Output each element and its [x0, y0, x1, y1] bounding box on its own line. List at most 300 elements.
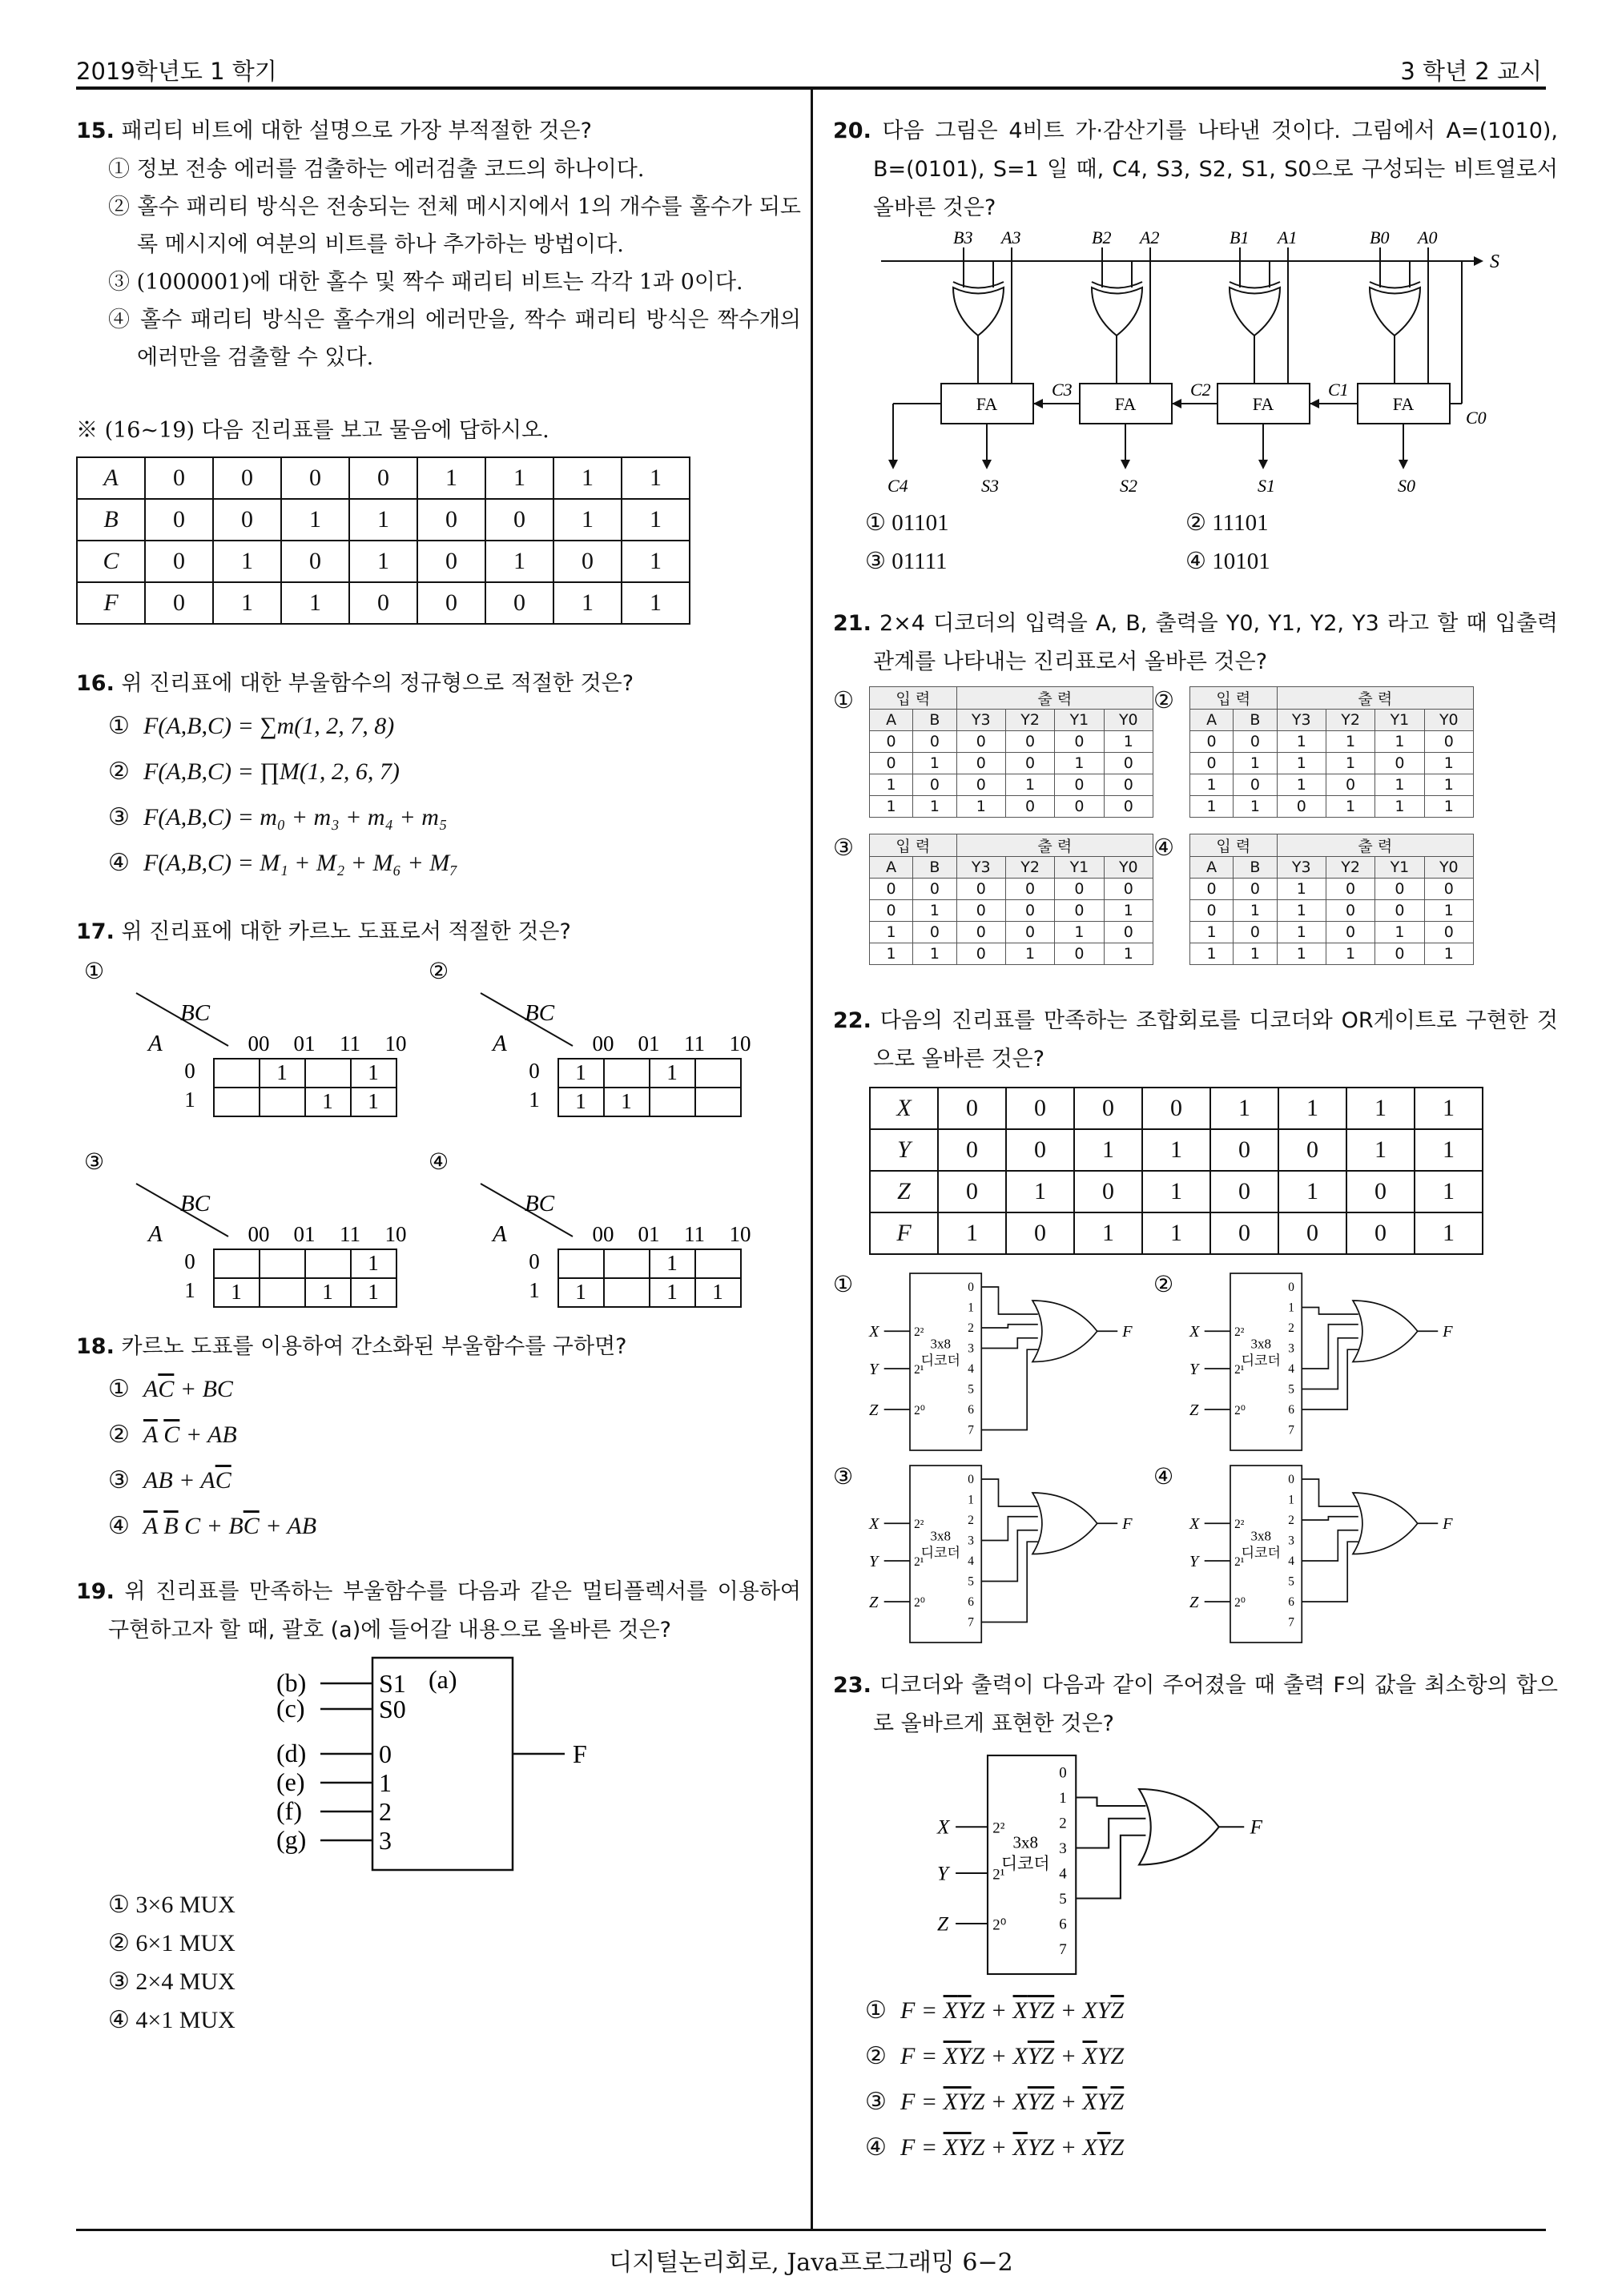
kmap-cell	[305, 1249, 351, 1278]
decoder-output-pin: 4	[968, 1362, 974, 1377]
decoder-table-cell: 1	[1104, 900, 1153, 922]
q22-option-3[interactable]	[833, 1462, 1153, 1646]
tt2-cell: 0	[1006, 1212, 1074, 1254]
decoder-connection	[1302, 1542, 1358, 1602]
q23-decoder-diagram	[833, 1743, 1558, 1984]
decoder-input-label: Y	[1189, 1552, 1199, 1570]
tt1-cell: 1	[553, 582, 622, 624]
c4-label: C4	[887, 476, 908, 496]
tt2-cell: 1	[1210, 1088, 1278, 1129]
kmap-cell-value: 1	[368, 1251, 379, 1275]
sum-label: S1	[1258, 476, 1275, 496]
q22-stem: 22. 다음의 진리표를 만족하는 조합회로를 디코더와 OR게이트로 구현한 것으로 올바른 것은?	[833, 1008, 1558, 1072]
tt1-cell: 0	[145, 582, 213, 624]
decoder-table-cell: 1	[1326, 796, 1374, 818]
q18-stem: 18. 카르노 도표를 이용하여 간소화된 부울함수를 구하면?	[76, 1334, 627, 1359]
q21-mark: ③	[833, 834, 854, 861]
tt1-cell: 0	[213, 457, 281, 499]
kmap-cell	[214, 1249, 260, 1278]
decoder-name: 3x8	[930, 1336, 951, 1352]
tt2-var: Z	[870, 1171, 938, 1212]
kmap-cell	[558, 1249, 604, 1278]
decoder-table-cell: 0	[870, 753, 913, 774]
decoder-table-cell: 1	[1277, 879, 1326, 900]
decoder-pin: 2⁰	[914, 1595, 925, 1610]
tt1-var: F	[77, 582, 145, 624]
truth-table-abc	[76, 456, 690, 625]
decoder-table-cell: 0	[1424, 731, 1473, 753]
sum-label: S3	[981, 476, 999, 496]
decoder-output-pin: 2	[1288, 1514, 1294, 1528]
kmap-option-3[interactable]	[76, 1142, 421, 1326]
decoder-table-cell: 0	[870, 879, 913, 900]
decoder-table-cell: 1	[1375, 731, 1424, 753]
decoder-table-cell: 1	[1277, 753, 1326, 774]
kmap-cell-value: 1	[231, 1280, 242, 1304]
or-output-f: F	[1250, 1816, 1262, 1839]
q20-option-1[interactable]: ① 01101	[865, 510, 949, 536]
q22-mark: ③	[833, 1465, 854, 1490]
tt2-cell: 1	[1142, 1129, 1210, 1171]
kmap-cell-value: 1	[368, 1280, 379, 1304]
a-input-label: A2	[1140, 227, 1160, 247]
xor-gate	[1370, 288, 1420, 336]
kmap-col-label: 10	[729, 1222, 751, 1246]
kmap-a: A	[493, 1221, 507, 1247]
tt2-cell: 1	[1415, 1171, 1483, 1212]
mux-input-label: (f)	[276, 1796, 302, 1825]
decoder-connection	[981, 1287, 1038, 1314]
decoder-output-pin: 5	[1288, 1574, 1294, 1589]
kmap-cell	[695, 1249, 741, 1278]
decoder-pin: 2¹	[992, 1866, 1005, 1884]
tt1-var: C	[77, 541, 145, 582]
decoder-output-pin: 4	[968, 1554, 974, 1569]
kmap-cell	[214, 1059, 260, 1088]
q20-option-3[interactable]: ③ 01111	[865, 549, 948, 574]
q16-option-4[interactable]: ④ F(A,B,C) = M₁ + M₂ + M₆ + M₇	[108, 850, 458, 876]
decoder-pin: 2²	[1234, 1518, 1245, 1532]
decoder-output-pin: 3	[968, 1341, 974, 1356]
kmap-row-label: 1	[529, 1278, 540, 1302]
decoder-table-cell: 0	[956, 922, 1005, 943]
tt1-cell: 1	[553, 499, 622, 541]
tt2-cell: 1	[1278, 1171, 1346, 1212]
decoder-output-pin: 1	[968, 1301, 974, 1315]
decoder-table-cell: 0	[1055, 879, 1104, 900]
decoder-output-pin: 4	[1288, 1362, 1294, 1377]
kmap-option-2[interactable]	[421, 951, 765, 1136]
tt1-cell: 0	[145, 499, 213, 541]
tt2-cell: 0	[1074, 1088, 1142, 1129]
tt2-cell: 1	[1074, 1212, 1142, 1254]
decoder-table-cell: 0	[1104, 753, 1153, 774]
decoder-table-cell: 0	[1326, 922, 1374, 943]
q23-option-3[interactable]: ③ $F = \overline{XY}Z + X\overline{YZ} + \overline{X}Y\overline{Z}$	[865, 2089, 1125, 2115]
tt2-cell: 1	[1346, 1129, 1415, 1171]
decoder-table-cell: 1	[1234, 753, 1277, 774]
q21-mark: ④	[1153, 834, 1174, 861]
kmap-cell	[260, 1278, 305, 1307]
kmap-col-label: 01	[638, 1222, 660, 1246]
decoder-table-cell: 0	[956, 753, 1005, 774]
decoder-table-cell: 1	[1424, 943, 1473, 965]
tt1-cell: 1	[349, 499, 417, 541]
decoder-table-cell: 0	[1424, 879, 1473, 900]
q21-option-4[interactable]	[1153, 834, 1474, 965]
tt1-cell: 1	[213, 582, 281, 624]
tt2-cell: 1	[1074, 1129, 1142, 1171]
q23-option-1[interactable]: ① $F = \overline{X}\overline{Y}Z + \overline{X}\overline{YZ} + XY\overline{Z}$	[865, 1997, 1125, 2024]
kmap-bc: BC	[180, 1191, 211, 1216]
page-header	[76, 46, 1542, 86]
kmap-cell	[214, 1088, 260, 1116]
q20-adder-subtractor	[833, 227, 1558, 500]
decoder-input-label: Z	[869, 1401, 879, 1419]
tt2-cell: 1	[938, 1212, 1006, 1254]
decoder-table-cell: 0	[1234, 774, 1277, 796]
tt2-row	[870, 1129, 1483, 1171]
q21-stem: 21. 2×4 디코더의 입력을 A, B, 출력을 Y0, Y1, Y2, Y3 라고 할 때 입출력 관계를 나타내는 진리표로서 올바른 것은?	[833, 611, 1558, 674]
decoder-table-cell: 0	[1005, 879, 1054, 900]
decoder-connection	[981, 1338, 1038, 1349]
q22-options	[833, 1269, 1558, 1646]
decoder-table-cell: 0	[1055, 900, 1104, 922]
decoder-table-cell: 1	[1005, 943, 1054, 965]
decoder-table-cell: 0	[1234, 879, 1277, 900]
mux-input-label: (g)	[276, 1825, 307, 1854]
q20-option-2[interactable]: ② 11101	[1185, 510, 1269, 536]
right-column	[833, 112, 1558, 2170]
mux-label-a: (a)	[429, 1665, 457, 1694]
q19-option-2[interactable]: ② 6×1 MUX	[108, 1930, 235, 1956]
decoder-table-cell: 0	[1055, 796, 1104, 818]
tt1-cell: 1	[485, 457, 553, 499]
decoder-input-label: Y	[1189, 1360, 1199, 1378]
q17-stem: 17. 위 진리표에 대한 카르노 도표로서 적절한 것은?	[76, 919, 571, 944]
tt2-cell: 0	[1278, 1129, 1346, 1171]
kmap-col-label: 01	[293, 1031, 316, 1056]
decoder-truth-table: 입 력 출 력 A B Y3 Y2 Y1 Y0 0 0 0 0 0 1 0 1 0 0 1 0 1 0 0 1 0 0 1 1 1 0 0 0	[869, 686, 1153, 818]
decoder-table-cell: 0	[1234, 731, 1277, 753]
q16-option-2[interactable]: ② F(A,B,C) = ∏M(1, 2, 6, 7)	[108, 758, 400, 785]
kmap-cell-value: 1	[368, 1089, 379, 1113]
decoder-connection	[1076, 1798, 1145, 1807]
decoder-truth-table: 입 력 출 력 A B Y3 Y2 Y1 Y0 0 0 1 0 0 0 0 1 1 0 0 1 1 0 1 0 1 0 1 1 1 1 0 1	[1189, 834, 1474, 965]
decoder-table-cell: 1	[1277, 774, 1326, 796]
tt2-var: X	[870, 1088, 938, 1129]
kmap-cell-value: 1	[575, 1089, 586, 1113]
q18-option-3[interactable]: ③ AB + $A\overline{C}$	[108, 1467, 231, 1494]
q21-option-3[interactable]	[833, 834, 1153, 965]
tt2-cell: 1	[1006, 1171, 1074, 1212]
tt2-cell: 0	[1074, 1171, 1142, 1212]
decoder-table-cell: 1	[1190, 943, 1234, 965]
decoder-connection	[981, 1325, 1038, 1328]
q19-option-1[interactable]: ① 3×6 MUX	[108, 1892, 235, 1918]
tt1-cell: 0	[145, 457, 213, 499]
decoder-table-cell: 1	[1424, 796, 1473, 818]
tt1-cell: 0	[485, 582, 553, 624]
decoder-output-pin: 0	[968, 1281, 974, 1295]
decoder-connection	[1302, 1349, 1358, 1409]
kmap-cell-value: 1	[276, 1060, 288, 1084]
tt1-var: A	[77, 457, 145, 499]
q15-stem: 15. 패리티 비트에 대한 설명으로 가장 부적절한 것은?	[76, 119, 592, 143]
q18-option-1[interactable]: ① $A\overline{C}$ + BC	[108, 1376, 233, 1402]
q22-mark: ④	[1153, 1465, 1174, 1490]
mux-pins	[276, 1668, 406, 1855]
q21-option-1[interactable]	[833, 686, 1153, 818]
xor-gate	[1092, 288, 1142, 336]
tt1-row	[77, 582, 690, 624]
decoder-output-pin: 7	[1288, 1423, 1294, 1438]
kmap-cell-value: 1	[322, 1089, 333, 1113]
decoder-table-cell: 1	[1277, 900, 1326, 922]
decoder-name: 3x8	[1250, 1528, 1271, 1544]
decoder-table-cell: 0	[1005, 796, 1054, 818]
decoder-connection	[1302, 1325, 1358, 1369]
decoder-table-cell: 0	[1005, 922, 1054, 943]
decoder-table-cell: 0	[1104, 774, 1153, 796]
q21-mark: ②	[1153, 686, 1174, 714]
q16-19-note: ※ (16~19) 다음 진리표를 보고 물음에 답하시오.	[76, 418, 549, 443]
q18-option-2[interactable]: ② $\overline{A}$ $\overline{C}$ + AB	[108, 1421, 237, 1448]
kmap-cell	[695, 1059, 741, 1088]
tt1-cell: 1	[485, 541, 553, 582]
decoder-input-label: Z	[937, 1913, 949, 1936]
tt1-cell: 0	[349, 582, 417, 624]
a-input-label: A1	[1278, 227, 1298, 247]
decoder-name-ko: 디코더	[920, 1353, 960, 1369]
decoder-table-cell: 1	[870, 943, 913, 965]
mux-output-f: F	[573, 1739, 587, 1768]
decoder-output-pin: 3	[1059, 1840, 1067, 1857]
kmap-bc: BC	[180, 1000, 211, 1026]
q21-option-2[interactable]	[1153, 686, 1474, 818]
q15-text: 패리티 비트에 대한 설명으로 가장 부적절한 것은?	[121, 119, 592, 143]
decoder-input-label: Z	[1189, 1401, 1199, 1419]
decoder-table-cell: 0	[1190, 731, 1234, 753]
tt2-cell: 1	[1142, 1171, 1210, 1212]
decoder-output-pin: 3	[968, 1534, 974, 1548]
carry-label: C3	[1052, 380, 1073, 400]
decoder-table-cell: 1	[913, 900, 956, 922]
tt1-cell: 1	[622, 582, 690, 624]
b-input-label: B2	[1092, 227, 1112, 247]
fa-label: FA	[1252, 394, 1274, 414]
tt1-row	[77, 457, 690, 499]
kmap-col-label: 00	[248, 1031, 270, 1056]
b-input-label: B3	[953, 227, 973, 247]
tt1-cell: 1	[622, 499, 690, 541]
q19-option-3[interactable]: ③ 2×4 MUX	[108, 1968, 235, 1995]
decoder-table-cell: 0	[956, 900, 1005, 922]
kmap-bc: BC	[525, 1191, 555, 1216]
decoder-table-cell: 0	[1104, 796, 1153, 818]
q15-option-4[interactable]: ④ 홀수 패리티 방식은 홀수개의 에러만을, 짝수 패리티 방식은 짝수개의 에러만을 검출할 수 있다.	[108, 308, 801, 370]
kmap-row-label: 0	[529, 1249, 540, 1273]
q23-option-4[interactable]: ④ $F = \overline{XY}Z + \overline{X}YZ + X\overline{Y}Z$	[865, 2134, 1125, 2161]
decoder-table-cell: 1	[913, 943, 956, 965]
decoder-input-label: Y	[869, 1360, 879, 1378]
left-column	[76, 112, 801, 2040]
kmap-mark: ①	[84, 959, 105, 984]
q15-option-3[interactable]: ③ (1000001)에 대한 홀수 및 짝수 패리티 비트는 각각 1과 0이다.	[108, 270, 743, 295]
decoder-output-pin: 5	[968, 1574, 974, 1589]
q22-option-4[interactable]	[1153, 1462, 1474, 1646]
tt2-cell: 0	[938, 1088, 1006, 1129]
tt2-cell: 1	[1415, 1212, 1483, 1254]
decoder-output-pin: 6	[1288, 1403, 1294, 1417]
tt2-cell: 0	[1346, 1171, 1415, 1212]
decoder-table-cell: 0	[1005, 900, 1054, 922]
decoder-table-cell: 1	[1277, 731, 1326, 753]
carry-label: C2	[1190, 380, 1211, 400]
decoder-table-cell: 0	[1055, 731, 1104, 753]
kmap-col-label: 11	[340, 1222, 360, 1246]
tt2-cell: 0	[1210, 1171, 1278, 1212]
mux-pin-label: 2	[379, 1797, 392, 1826]
kmap-cell	[260, 1249, 305, 1278]
decoder-name: 3x8	[1250, 1336, 1271, 1352]
decoder-table-cell: 0	[1234, 922, 1277, 943]
kmap-col-label: 00	[592, 1031, 614, 1056]
kmap-bc: BC	[525, 1000, 555, 1026]
tt1-cell: 0	[417, 582, 485, 624]
decoder-table-cell: 0	[1055, 774, 1104, 796]
decoder-connection	[1076, 1819, 1145, 1848]
decoder-connection	[981, 1479, 1038, 1506]
q23-stem: 23. 디코더와 출력이 다음과 같이 주어졌을 때 출력 F의 값을 최소항의 합으로 올바르게 표현한 것은?	[833, 1673, 1558, 1736]
tt1-cell: 1	[417, 457, 485, 499]
or-output-f: F	[1122, 1515, 1133, 1534]
q19-stem: 19. 위 진리표를 만족하는 부울함수를 다음과 같은 멀티플렉서를 이용하여 구현하고자 할 때, 괄호 (a)에 들어갈 내용으로 올바른 것은?	[76, 1579, 801, 1643]
kmap-option-1[interactable]	[76, 951, 421, 1136]
decoder-table-cell: 0	[1055, 943, 1104, 965]
tt2-cell: 1	[1346, 1088, 1415, 1129]
tt1-cell: 1	[622, 541, 690, 582]
q15-option-1[interactable]: ① 정보 전송 에러를 검출하는 에러검출 코드의 하나이다.	[108, 157, 645, 182]
decoder-connection	[1302, 1308, 1358, 1315]
kmap-cell-value: 1	[368, 1060, 379, 1084]
decoder-table-cell: 0	[1375, 900, 1424, 922]
decoder-name-ko: 디코더	[1241, 1545, 1281, 1561]
decoder-output-pin: 2	[968, 1321, 974, 1336]
kmap-col-label: 11	[684, 1031, 705, 1056]
q19-option-4[interactable]: ④ 4×1 MUX	[108, 2007, 235, 2033]
decoder-pin: 2⁰	[1234, 1403, 1246, 1417]
header-grade-period: 3 학년 2 교시	[1400, 58, 1542, 85]
q23-option-2[interactable]: ② $F = \overline{XY}Z + X\overline{YZ} + \overline{X}YZ$	[865, 2043, 1125, 2069]
mux-input-label: (c)	[276, 1694, 305, 1723]
truth-table-xyz	[869, 1087, 1483, 1255]
decoder-output-pin: 6	[1288, 1595, 1294, 1610]
decoder-table-cell: 0	[1190, 879, 1234, 900]
tt1-cell: 0	[485, 499, 553, 541]
kmap-cell	[260, 1088, 305, 1116]
decoder-table-cell: 1	[1375, 774, 1424, 796]
kmap-cell-value: 1	[575, 1280, 586, 1304]
tt1-cell: 0	[417, 541, 485, 582]
decoder-table-cell: 1	[1055, 922, 1104, 943]
decoder-table-cell: 1	[1104, 731, 1153, 753]
decoder-table-cell: 1	[1055, 753, 1104, 774]
kmap-option-4[interactable]	[421, 1142, 765, 1326]
decoder-output-pin: 1	[1288, 1301, 1294, 1315]
decoder-output-pin: 2	[1288, 1321, 1294, 1336]
decoder-table-cell: 0	[1005, 731, 1054, 753]
kmap-cell-value: 1	[621, 1089, 632, 1113]
decoder-table-cell: 0	[913, 774, 956, 796]
kmap-col-label: 00	[592, 1222, 614, 1246]
decoder-table-cell: 1	[1375, 796, 1424, 818]
tt1-cell: 0	[417, 499, 485, 541]
tt2-cell: 1	[1278, 1088, 1346, 1129]
decoder-table-cell: 1	[870, 796, 913, 818]
decoder-pin: 2²	[1234, 1325, 1245, 1340]
decoder-table-cell: 1	[913, 796, 956, 818]
decoder-table-cell: 1	[1190, 796, 1234, 818]
decoder-table-cell: 1	[1277, 943, 1326, 965]
fa-label: FA	[1114, 394, 1137, 414]
kmap-cell	[604, 1278, 650, 1307]
q22-option-2[interactable]	[1153, 1269, 1474, 1454]
decoder-truth-table: 입 력 출 력 A B Y3 Y2 Y1 Y0 0 0 1 1 1 0 0 1 1 1 0 1 1 0 1 0 1 1 1 1 0 1 1 1	[1189, 686, 1474, 818]
kmap-row-label: 1	[184, 1088, 195, 1112]
q22-option-1[interactable]	[833, 1269, 1153, 1454]
q16-option-3[interactable]: ③ F(A,B,C) = m₀ + m₃ + m₄ + m₅	[108, 804, 448, 830]
decoder-connection	[981, 1349, 1038, 1429]
decoder-output-pin: 7	[968, 1615, 974, 1630]
decoder-name-ko: 디코더	[1241, 1353, 1281, 1369]
kmap-col-label: 11	[340, 1031, 360, 1056]
decoder-pin: 2²	[992, 1820, 1005, 1837]
q20-stem: 20. 다음 그림은 4비트 가·감산기를 나타낸 것이다. 그림에서 A=(1010), B=(0101), S=1 일 때, C4, S3, S2, S1, S0으로 구성되는 비트열로서 올바른 것은?	[833, 119, 1558, 220]
q20-option-4[interactable]: ④ 10101	[1185, 549, 1270, 574]
q16-option-1[interactable]: ① F(A,B,C) = ∑m(1, 2, 7, 8)	[108, 713, 395, 739]
q20-options	[865, 504, 1558, 581]
decoder-table-cell: 0	[870, 900, 913, 922]
a-input-label: A0	[1418, 227, 1438, 247]
decoder-table-cell: 0	[1190, 753, 1234, 774]
decoder-table-cell: 0	[1326, 774, 1374, 796]
decoder-output-pin: 5	[1059, 1890, 1067, 1908]
decoder-connection	[981, 1530, 1038, 1582]
decoder-connection	[1302, 1517, 1358, 1520]
q18-option-4[interactable]: ④ $\overline{A}$ $\overline{B}$ $C + B\overline{C}$ + AB	[108, 1513, 317, 1539]
decoder-table-cell: 1	[1277, 922, 1326, 943]
decoder-table-cell: 1	[1104, 943, 1153, 965]
tt1-cell: 0	[213, 499, 281, 541]
decoder-output-pin: 6	[1059, 1916, 1067, 1933]
q15-option-2[interactable]: ② 홀수 패리티 방식은 전송되는 전체 메시지에서 1의 개수를 홀수가 되도록 메시지에 여분의 비트를 하나 추가하는 방법이다.	[108, 195, 801, 257]
decoder-table-cell: 0	[956, 879, 1005, 900]
kmap-mark: ④	[429, 1150, 449, 1175]
kmap-row-label: 0	[184, 1059, 195, 1083]
decoder-table-cell: 0	[1277, 796, 1326, 818]
b-input-label: B1	[1230, 227, 1250, 247]
tt1-cell: 0	[281, 541, 349, 582]
tt1-cell: 1	[553, 457, 622, 499]
tt2-cell: 0	[1006, 1129, 1074, 1171]
mux-pin-label: 1	[379, 1768, 392, 1797]
decoder-connection	[1302, 1338, 1358, 1389]
q22-mark: ②	[1153, 1273, 1174, 1297]
decoder-output-pin: 0	[1288, 1473, 1294, 1487]
decoder-truth-table: 입 력 출 력 A B Y3 Y2 Y1 Y0 0 0 0 0 0 0 0 1 0 0 0 1 1 0 0 0 1 0 1 1 0 1 0 1	[869, 834, 1153, 965]
tt2-cell: 0	[938, 1171, 1006, 1212]
